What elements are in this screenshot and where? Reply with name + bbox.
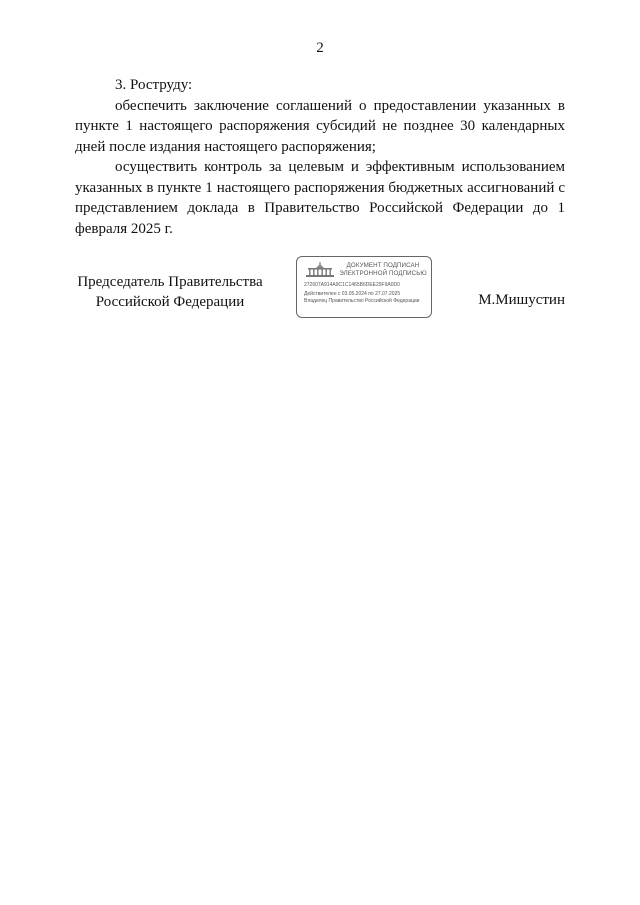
point-heading: 3. Роструду: — [115, 77, 193, 93]
stamp-header-line-2: ЭЛЕКТРОННОЙ ПОДПИСЬЮ — [339, 269, 427, 277]
signer-title — [70, 272, 270, 312]
signer-title-line-1: Председатель Правительства — [77, 274, 263, 290]
government-building-icon — [305, 262, 335, 278]
paragraph-control: осуществить контроль за целевым и эффективным использованием указанных в пункте 1 настоящего распоряжения бюджетных ассигнований с представлением доклада в Правительство Российской Федерации до 1 февраля 2025 г. — [75, 159, 565, 237]
certificate-serial: 272607A914A9C1C1465B6DEE29F9A0D0 — [304, 282, 400, 288]
signer-title-line-2: Российской Федерации — [95, 294, 245, 310]
page-number: 2 — [316, 40, 324, 56]
signature-block — [0, 262, 640, 330]
certificate-validity: Действителен с 03.05.2024 по 27.07.2025 — [304, 291, 401, 297]
certificate-owner: Владелец Правительство Российской Федерации — [304, 297, 420, 304]
stamp-header-line-1: ДОКУМЕНТ ПОДПИСАН — [346, 262, 420, 269]
stamp-header — [337, 262, 429, 277]
electronic-signature-stamp — [296, 256, 432, 318]
paragraph-agreements: обеспечить заключение соглашений о предоставлении указанных в пункте 1 настоящего распоряжения субсидий не позднее 30 календарных дней после издания настоящего распоряжения; — [75, 97, 565, 155]
signer-name: М.Мишустин — [478, 292, 565, 308]
order-text — [75, 75, 565, 239]
